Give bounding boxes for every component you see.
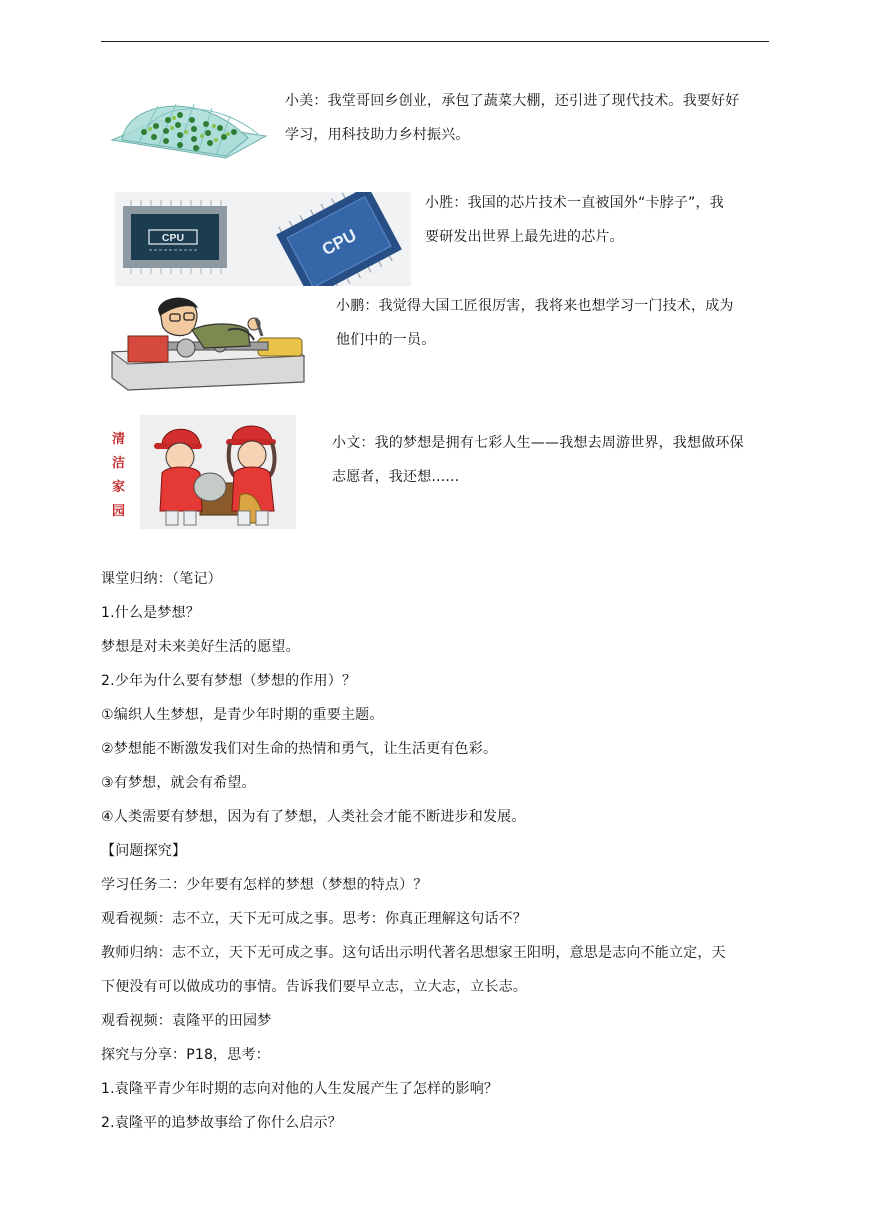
cpu-chip-left bbox=[123, 200, 227, 274]
caption-char: 园 bbox=[112, 504, 126, 519]
cpu-label-left: CPU bbox=[161, 232, 185, 244]
greenhouse-picture bbox=[108, 96, 270, 164]
answer-line: 梦想是对未来美好生活的愿望。 bbox=[101, 639, 300, 655]
explore-share-line: 探究与分享：P18，思考： bbox=[101, 1047, 270, 1063]
clean-home-vertical-caption bbox=[112, 428, 136, 524]
caption-char: 清 bbox=[112, 432, 126, 447]
point-1: ①编织人生梦想，是青少年时期的重要主题。 bbox=[101, 707, 384, 723]
discussion-question-2: 2.袁隆平的追梦故事给了你什么启示？ bbox=[101, 1115, 342, 1131]
story-xiaopeng-line-1: 小鹏：我觉得大国工匠很厉害，我将来也想学习一门技术，成为 bbox=[336, 298, 734, 314]
teacher-summary-line-1: 教师归纳：志不立，天下无可成之事。这句话出示明代著名思想家王阳明，意思是志向不能立定，天 bbox=[101, 945, 726, 961]
question-why-dream: 2.少年为什么要有梦想（梦想的作用）？ bbox=[101, 673, 357, 689]
teacher-summary-line-2: 下便没有可以做成功的事情。告诉我们要早立志，立大志，立长志。 bbox=[101, 979, 527, 995]
story-xiaosheng-line-2: 要研发出世界上最先进的芯片。 bbox=[425, 229, 624, 245]
volunteers-picture bbox=[140, 415, 296, 529]
story-xiaopeng-line-2: 他们中的一员。 bbox=[336, 332, 436, 348]
story-xiaomei-line-2: 学习，用科技助力乡村振兴。 bbox=[285, 127, 470, 143]
craftsman-picture bbox=[108, 296, 308, 392]
story-xiaosheng-line-1: 小胜：我国的芯片技术一直被国外“卡脖子”，我 bbox=[425, 195, 724, 211]
header-rule bbox=[101, 41, 769, 42]
cpu-label-right: CPU bbox=[318, 225, 360, 260]
discussion-question-1: 1.袁隆平青少年时期的志向对他的人生发展产生了怎样的影响？ bbox=[101, 1081, 499, 1097]
cpu-chips-picture bbox=[115, 192, 411, 286]
watch-video-line: 观看视频：志不立，天下无可成之事。思考：你真正理解这句话不？ bbox=[101, 911, 527, 927]
story-xiaowen-line-1: 小文：我的梦想是拥有七彩人生——我想去周游世界，我想做环保 bbox=[332, 435, 744, 451]
point-2: ②梦想能不断激发我们对生命的热情和勇气，让生活更有色彩。 bbox=[101, 741, 498, 757]
story-xiaowen-line-2: 志愿者，我还想...... bbox=[332, 469, 460, 485]
caption-char: 家 bbox=[112, 480, 126, 495]
learning-task-two: 学习任务二：少年要有怎样的梦想（梦想的特点）？ bbox=[101, 877, 428, 893]
watch-video-yuan-longping: 观看视频：袁隆平的田园梦 bbox=[101, 1013, 272, 1029]
point-4: ④人类需要有梦想，因为有了梦想，人类社会才能不断进步和发展。 bbox=[101, 809, 526, 825]
section-heading-class-summary: 课堂归纳：（笔记） bbox=[101, 571, 222, 587]
caption-char: 洁 bbox=[112, 456, 126, 471]
point-3: ③有梦想，就会有希望。 bbox=[101, 775, 256, 791]
story-xiaomei-line-1: 小美：我堂哥回乡创业，承包了蔬菜大棚，还引进了现代技术。我要好好 bbox=[285, 93, 740, 109]
section-heading-inquiry: 【问题探究】 bbox=[101, 843, 187, 859]
question-what-is-dream: 1.什么是梦想？ bbox=[101, 605, 200, 621]
